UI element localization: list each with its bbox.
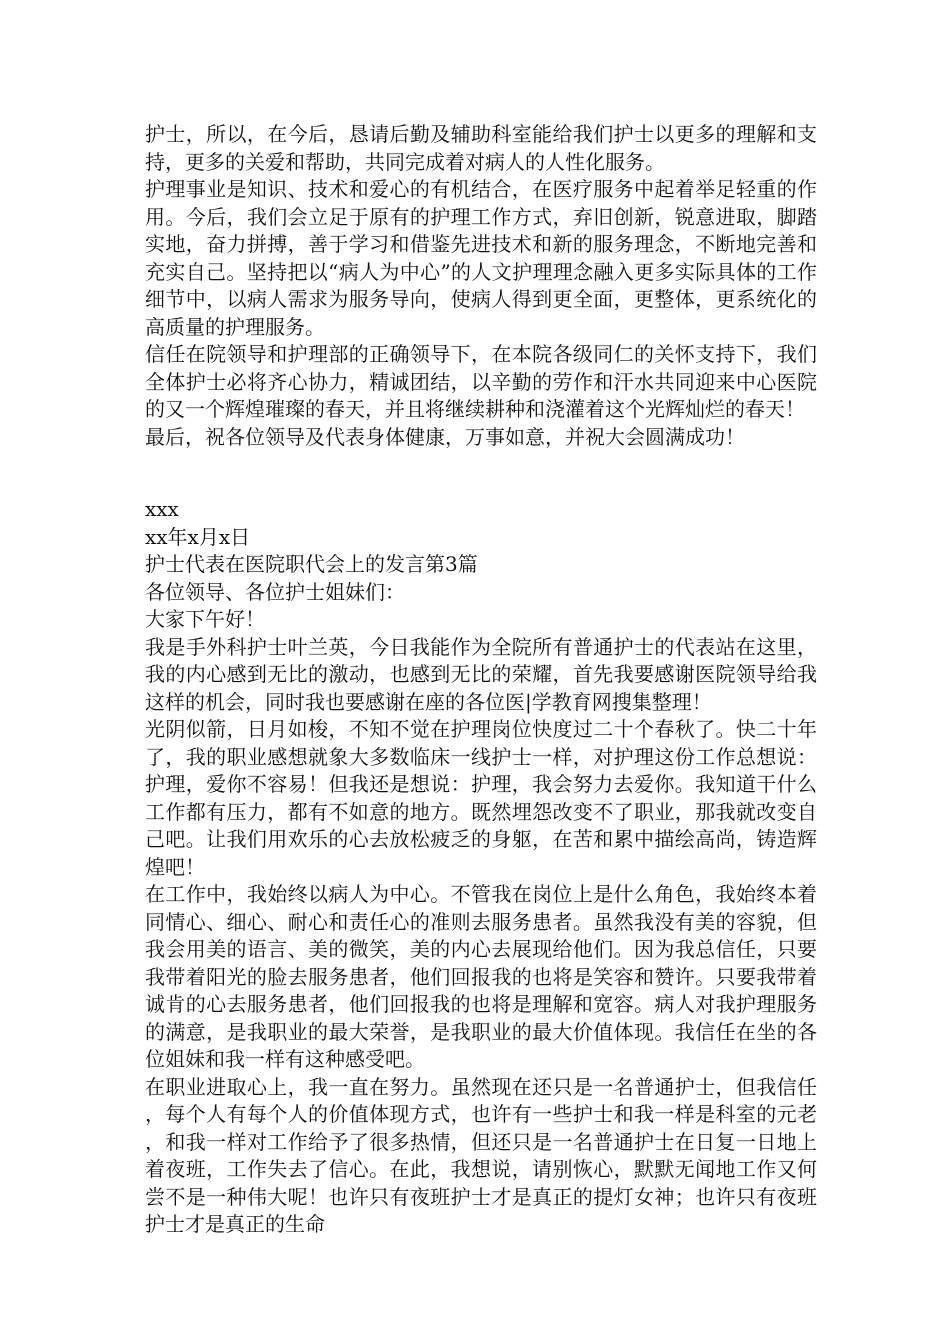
closing-paragraph: 最后，祝各位领导及代表身体健康，万事如意，并祝大会圆满成功！ bbox=[145, 424, 745, 449]
document-body-top bbox=[145, 121, 817, 451]
paragraph: 我是手外科护士叶兰英，今日我能作为全院所有普通护士的代表站在这里，我的内心感到无比的激动，也感到无比的荣耀，首先我要感谢医院领导给我这样的机会，同时我也要感谢在座的各位医|学教育网搜集整理！ bbox=[145, 634, 817, 714]
date-line: xx年x月x日 bbox=[145, 524, 251, 549]
paragraph: 护士，所以，在今后，恳请后勤及辅助科室能给我们护士以更多的理解和支持，更多的关爱和帮助，共同完成着对病人的人性化服务。 bbox=[145, 122, 817, 174]
document-body-bottom bbox=[145, 496, 817, 1239]
paragraph: 光阴似箭，日月如梭，不知不觉在护理岗位快度过二十个春秋了。快二十年了，我的职业感想就象大多数临床一线护士一样，对护理这份工作总想说：护理，爱你不容易！但我还是想说：护理，我会努力去爱你。我知道干什么工作都有压力，都有不如意的地方。既然埋怨改变不了职业，那我就改变自己吧。让我们用欢乐的心去放松疲乏的身躯，在苦和累中描绘高尚，铸造辉煌吧！ bbox=[145, 717, 817, 879]
paragraph: 在职业进取心上，我一直在努力。虽然现在还只是一名普通护士，但我信任，每个人有每个人的价值体现方式，也许有一些护士和我一样是科室的元老，和我一样对工作给予了很多热情，但还只是一名普通护士在日复一日地上着夜班，工作失去了信心。在此，我想说，请别恢心，默默无闻地工作又何尝不是一种伟大呢！也许只有夜班护士才是真正的提灯女神；也许只有夜班护士才是真正的生命 bbox=[145, 1074, 817, 1236]
paragraph: 护理事业是知识、技术和爱心的有机结合，在医疗服务中起着举足轻重的作用。今后，我们会立足于原有的护理工作方式，弃旧创新，锐意进取，脚踏实地，奋力拼搏，善于学习和借鉴先进技术和新的服务理念，不断地完善和充实自己。坚持把以“病人为中心”的人文护理理念融入更多实际具体的工作细节中，以病人需求为服务导向，使病人得到更全面，更整体，更系统化的高质量的护理服务。 bbox=[145, 177, 817, 339]
greeting: 大家下午好！ bbox=[145, 607, 265, 631]
paragraph: 在工作中，我始终以病人为中心。不管我在岗位上是什么角色，我始终本着同情心、细心、耐心和责任心的准则去服务患者。虽然我没有美的容貌，但我会用美的语言、美的微笑，美的内心去展现给他们。因为我总信任，只要我带着阳光的脸去服务患者，他们回报我的也将是笑容和赞许。只要我带着诚肯的心去服务患者，他们回报我的也将是理解和宽容。病人对我护理服务的满意，是我职业的最大荣誉，是我职业的最大价值体现。我信任在坐的各位姐妹和我一样有这种感受吧。 bbox=[145, 882, 817, 1071]
paragraph: 信任在院领导和护理部的正确领导下，在本院各级同仁的关怀支持下，我们全体护士必将齐心协力，精诚团结，以辛勤的劳作和汗水共同迎来中心医院的又一个辉煌璀璨的春天，并且将继续耕种和浇灌着这个光辉灿烂的春天！ bbox=[145, 342, 817, 421]
signature: xxx bbox=[145, 497, 179, 521]
salutation: 各位领导、各位护士姐妹们： bbox=[145, 579, 405, 604]
section-heading: 护士代表在医院职代会上的发言第3篇 bbox=[145, 552, 478, 576]
